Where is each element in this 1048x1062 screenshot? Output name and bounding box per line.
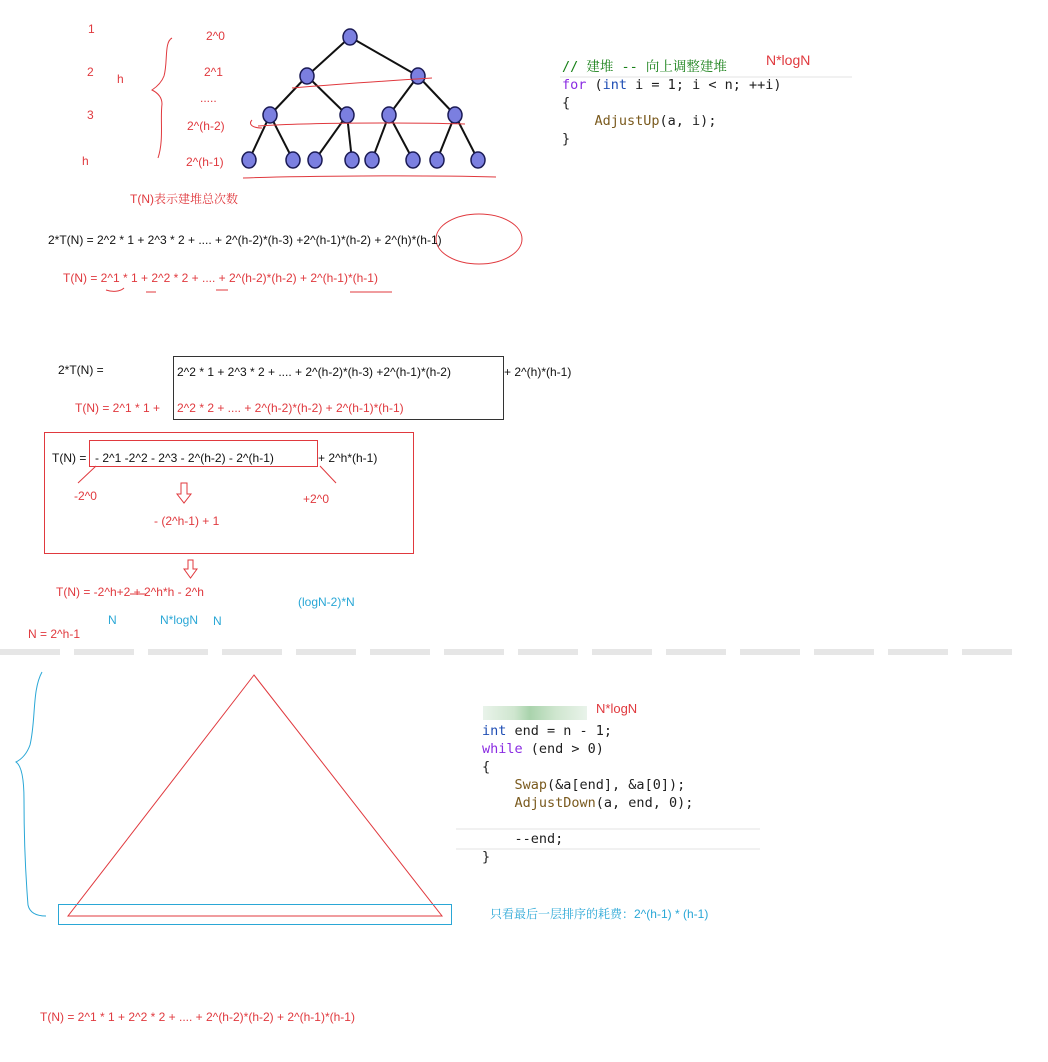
equation-boxed: 2^2 * 1 + 2^3 * 2 + .... + 2^(h-2)*(h-3) +2^(h-1)*(h-2) [177, 365, 451, 379]
tree-node [345, 152, 359, 168]
power-label: 2^(h-2) [187, 119, 225, 133]
tree-node [286, 152, 300, 168]
code-function: AdjustDown [514, 795, 596, 811]
result-term: N [213, 614, 222, 628]
code-text: { [482, 759, 491, 775]
tree-node [406, 152, 420, 168]
tree-node [448, 107, 462, 123]
code-text: (end > 0) [522, 741, 604, 757]
code-text: end = n - 1; [506, 723, 613, 739]
level-label: 1 [88, 22, 95, 36]
series-sum: - (2^h-1) + 1 [154, 514, 220, 528]
tree-nodes [242, 29, 485, 168]
tree-node [365, 152, 379, 168]
equation-tail: + 2^(h)*(h-1) [504, 365, 572, 379]
down-arrow-2 [184, 560, 197, 578]
level-label: h [82, 154, 89, 168]
tree-node-root [343, 29, 357, 45]
code-text: } [482, 849, 491, 865]
equation-lhs: T(N) = [52, 451, 87, 465]
code-keyword: int [602, 77, 628, 93]
code-text: } [562, 131, 571, 147]
tree-node [308, 152, 322, 168]
code-keyword: while [482, 741, 523, 757]
power-label: 2^1 [204, 65, 223, 79]
tree-node [340, 107, 354, 123]
power-label: 2^(h-1) [186, 155, 224, 169]
equation-lhs: T(N) = 2^1 * 1 + [75, 401, 160, 415]
bottom-formula: T(N) = 2^1 * 1 + 2^2 * 2 + .... + 2^(h-2)*(h-2) + 2^(h-1)*(h-1) [40, 1010, 355, 1024]
result-approx: (logN-2)*N [298, 595, 355, 609]
code-block-build-heap: // 建堆 -- 向上调整建堆 for (int i = 1; i < n; ++i) { AdjustUp(a, i); } [562, 59, 782, 147]
result-term: N*logN [160, 613, 199, 627]
last-layer-note: 只看最后一层排序的耗费：2^(h-1) * (h-1) [490, 907, 709, 921]
code-block-heap-sort [482, 722, 693, 866]
annotation-plus: +2^0 [303, 492, 329, 506]
caption-total: T(N)表示建堆总次数 [130, 192, 238, 206]
blurred-comment [483, 706, 587, 720]
code-text: (a, end, 0); [595, 795, 694, 811]
result-formula: T(N) = -2^h+2 + 2^h*h - 2^h [56, 585, 204, 599]
code-comment: // 建堆 -- 向上调整建堆 [562, 59, 727, 75]
brace-red [152, 38, 172, 158]
n-definition: N = 2^h-1 [28, 627, 80, 641]
complexity-label: N*logN [766, 52, 811, 68]
code-keyword: int [482, 723, 507, 739]
equation-single: T(N) = 2^1 * 1 + 2^2 * 2 + .... + 2^(h-2)*(h-2) + 2^(h-1)*(h-1) [63, 271, 378, 285]
code-keyword: for [562, 77, 587, 93]
equation-tail: + 2^h*(h-1) [318, 451, 378, 465]
highlight-circle [436, 214, 522, 264]
level-label: 2 [87, 65, 94, 79]
tree-node [300, 68, 314, 84]
equation-boxed: - 2^1 -2^2 - 2^3 - 2^(h-2) - 2^(h-1) [95, 451, 274, 465]
result-term: N [108, 613, 117, 627]
code-function: AdjustUp [594, 113, 660, 129]
complexity-label: N*logN [596, 701, 638, 716]
code-function: Swap [514, 777, 548, 793]
tree-node [411, 68, 425, 84]
power-label: 2^0 [206, 29, 225, 43]
level-label: 3 [87, 108, 94, 122]
heap-triangle [68, 675, 442, 916]
code-text: { [562, 95, 571, 111]
code-text: --end; [514, 831, 564, 847]
annotation-minus: -2^0 [74, 489, 97, 503]
tree-edges [249, 37, 478, 160]
equation-double: 2*T(N) = 2^2 * 1 + 2^3 * 2 + .... + 2^(h-2)*(h-3) +2^(h-1)*(h-2) + 2^(h)*(h-1) [48, 233, 442, 247]
power-dots: ..... [200, 91, 217, 105]
tree-node [263, 107, 277, 123]
equation-lhs: 2*T(N) = [58, 363, 104, 377]
brace-blue [16, 672, 46, 916]
code-text: i = 1; i < n; ++i) [627, 77, 782, 93]
tree-node [471, 152, 485, 168]
tree-node [430, 152, 444, 168]
equation-boxed: 2^2 * 2 + .... + 2^(h-2)*(h-2) + 2^(h-1)*(h-1) [177, 401, 404, 415]
tree-node [242, 152, 256, 168]
height-label: h [117, 72, 124, 86]
last-layer-box [58, 904, 452, 925]
code-text: (&a[end], &a[0]); [547, 777, 686, 793]
tree-node [382, 107, 396, 123]
code-text: (a, i); [659, 113, 717, 129]
